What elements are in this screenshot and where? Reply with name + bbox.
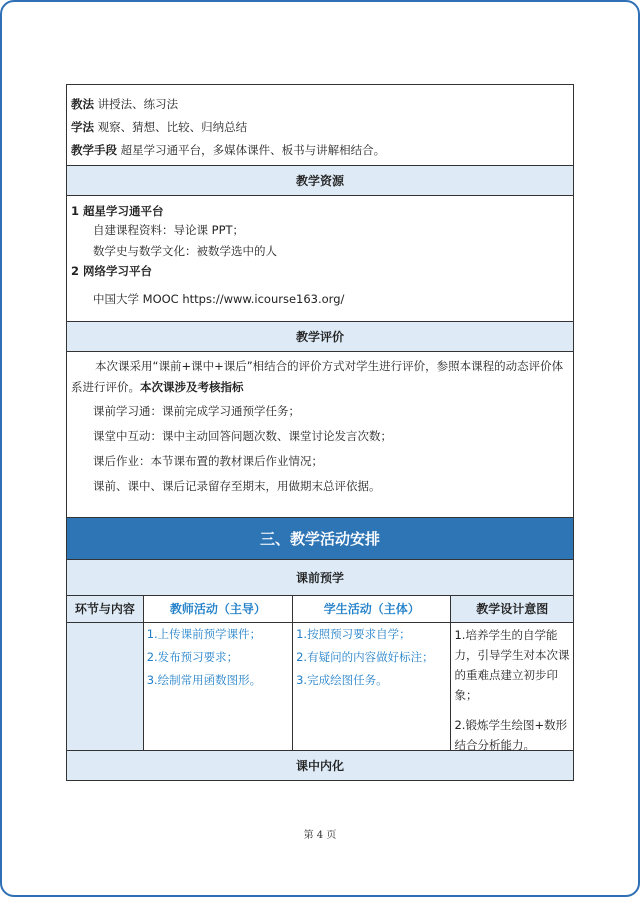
evaluation-item: 课后作业：本节课布置的教材课后作业情况； <box>93 454 323 468</box>
teacher-activity-item: 1.上传课前预学课件； <box>146 627 262 641</box>
student-activity-cell <box>293 623 451 750</box>
evaluation-item: 课前、课中、课后记录留存至期末，用做期末总评依据。 <box>93 479 381 493</box>
evaluation-header <box>66 322 574 352</box>
resource-item: 自建课程资料：导论课 PPT； <box>93 223 245 237</box>
activity-table-row <box>66 623 574 751</box>
section3-title-bar <box>66 518 574 560</box>
teaching-means-line <box>71 139 569 162</box>
teacher-activity-item: 2.发布预习要求； <box>146 650 239 664</box>
learning-method-value: 观察、猜想、比较、归纳总结 <box>97 120 248 134</box>
resource-item: 数学史与数学文化：被数学选中的人 <box>93 244 277 258</box>
teacher-activity-item: 3.绘制常用函数图形。 <box>146 673 262 687</box>
methods-section <box>66 84 574 166</box>
teaching-method-line <box>71 93 569 116</box>
teaching-means-label: 教学手段 <box>71 143 117 157</box>
column-header-teacher: 教师活动（主导） <box>144 596 293 622</box>
student-activity-item: 2.有疑问的内容做好标注； <box>296 650 434 664</box>
inclass-header <box>66 751 574 781</box>
preclass-header <box>66 560 574 596</box>
preclass-header-text: 课前预学 <box>295 571 344 585</box>
inclass-header-text: 课中内化 <box>295 759 344 773</box>
evaluation-bold-text: 本次课涉及考核指标 <box>140 380 244 394</box>
evaluation-item: 课堂中互动：课中主动回答问题次数、课堂讨论发言次数； <box>93 429 392 443</box>
student-activity-item: 1.按照预习要求自学； <box>296 627 411 641</box>
evaluation-text: 本次课采用“课前+课中+课后”相结合的评价方式对学生进行评价，参照本课程的动态评价体系进行评价。 <box>71 359 564 394</box>
page-number: 第 4 页 <box>303 830 337 841</box>
design-intent-item: 1.培养学生的自学能力，引导学生对本次课的重难点建立初步印象； <box>454 628 570 702</box>
column-header-stage: 环节与内容 <box>67 596 144 622</box>
teaching-method-label: 教法 <box>71 97 94 111</box>
resource-section2-title: 2 网络学习平台 <box>71 264 153 278</box>
evaluation-section <box>66 352 574 518</box>
activity-table-header <box>66 596 574 623</box>
design-intent-item: 2.锻炼学生绘图+数形结合分析能力。 <box>454 718 568 752</box>
resource-section1-title: 1 超星学习通平台 <box>71 204 164 218</box>
evaluation-paragraph <box>71 356 569 398</box>
column-header-intent: 教学设计意图 <box>451 596 573 622</box>
learning-method-label: 学法 <box>71 120 94 134</box>
resource-link-mooc: 中国大学 MOOC https://www.icourse163.org/ <box>93 292 345 306</box>
document-page <box>66 84 574 781</box>
evaluation-header-text: 教学评价 <box>295 330 344 344</box>
teaching-method-value: 讲授法、练习法 <box>97 97 179 111</box>
student-activity-item: 3.完成绘图任务。 <box>296 673 388 687</box>
resources-header <box>66 166 574 196</box>
resources-header-text: 教学资源 <box>295 174 344 188</box>
design-intent-cell <box>451 623 573 750</box>
learning-method-line <box>71 116 569 139</box>
teaching-means-value: 超星学习通平台，多媒体课件、板书与讲解相结合。 <box>120 143 386 157</box>
resources-section <box>66 196 574 322</box>
column-header-student: 学生活动（主体） <box>293 596 451 622</box>
stage-cell <box>67 623 144 750</box>
evaluation-item: 课前学习通：课前完成学习通预学任务； <box>93 404 300 418</box>
section3-title: 三、教学活动安排 <box>259 530 380 548</box>
teacher-activity-cell <box>144 623 293 750</box>
